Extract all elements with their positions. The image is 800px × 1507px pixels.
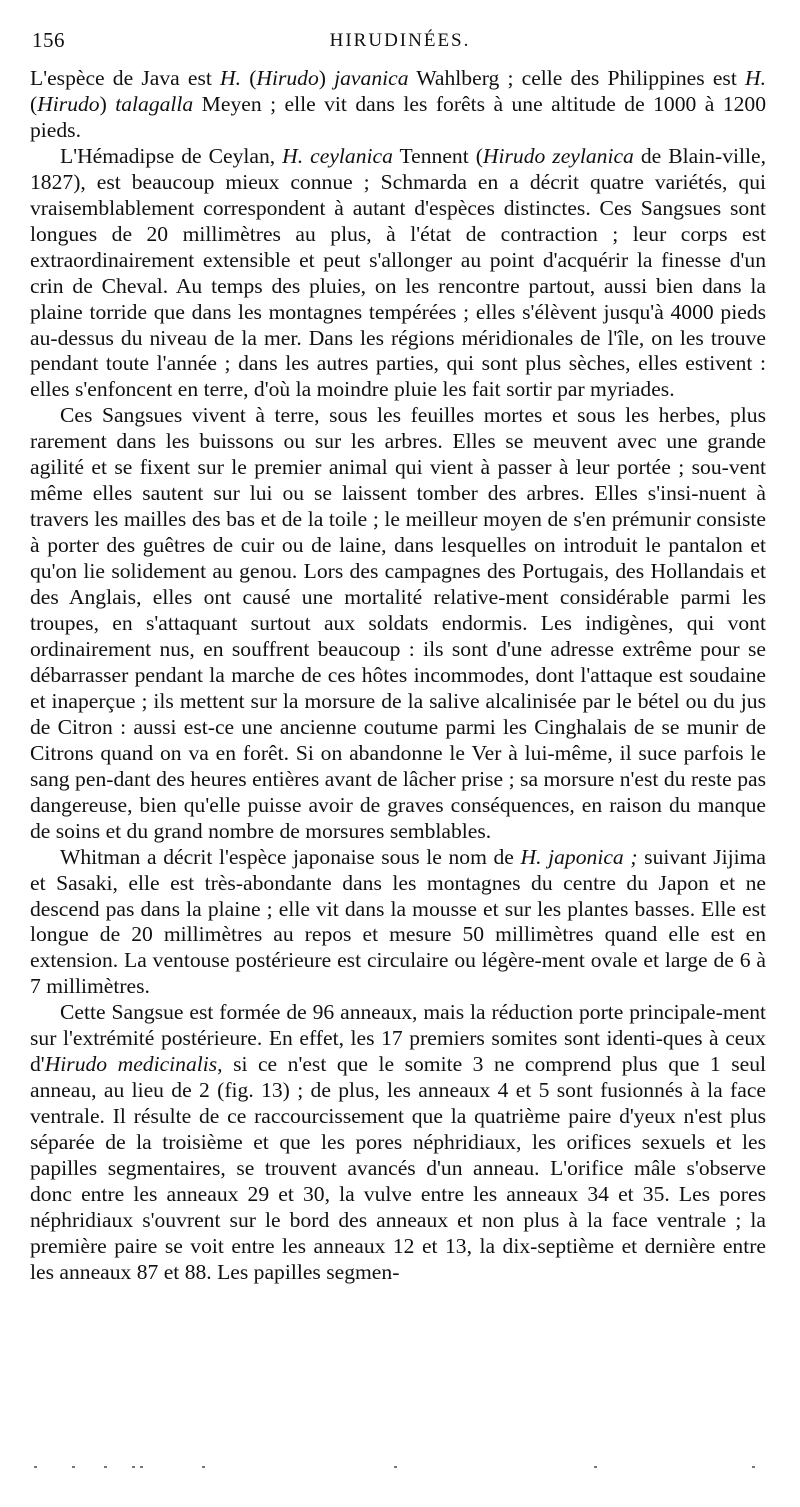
italic-term: talagalla [115, 91, 194, 116]
italic-term: H. [745, 66, 766, 90]
italic-term: H. ceylanica [282, 143, 393, 168]
scan-specks [32, 1466, 768, 1476]
italic-term: H. japonica ; [520, 844, 638, 869]
speck [104, 1466, 107, 1468]
italic-term: Hirudo zeylanica [482, 143, 634, 168]
speck [752, 1466, 755, 1468]
italic-term: Hirudo [256, 66, 319, 90]
speck [202, 1466, 205, 1468]
italic-term: Hirudo [37, 91, 100, 116]
paragraph-habits: Ces Sangsues vivent à terre, sous les feuilles mortes et sous les herbes, plus rarement dans les buissons ou sur les arbres. Elles se meuvent avec une grande agilité et se fixent sur le premier animal qui vient à passer à leur portée ; sou-vent même elles sautent sur lui ou se laissent tomber des arbres. Elles s'insi-nuent à travers les mailles des bas et de la toile ; le meilleur moyen de s'en prémunir consiste à porter des guêtres de cuir ou de laine, dans lesquelles on introduit le pantalon et qu'on lie solidement au genou. Lors des campagnes des Portugais, des Hollandais et des Anglais, elles ont causé une mortalité relative-ment considérable parmi les troupes, en s'attaquant surtout aux soldats endormis. Les indigènes, qui vont ordinairement nus, en souffrent beaucoup : ils sont d'une adresse extrême pour se débarrasser pendant la marche de ces hôtes incommodes, dont l'attaque est soudaine et inaperçue ; ils mettent sur la morsure de la salive alcalinisée par le bétel ou du jus de Citron : aussi est-ce une ancienne coutume parmi les Cinghalais de se munir de Citrons quand on va en forêt. Si on abandonne le Ver à lui-même, il suce parfois le sang pen-dant des heures entières avant de lâcher prise ; sa morsure n'est du reste pas dangereuse, bien qu'elle puisse avoir de graves conséquences, en raison du manque de soins et du grand nombre de morsures semblables. [30, 403, 767, 843]
paragraph-java-philippines: L'espèce de Java est H. (Hirudo) javanica Wahlberg ; celle des Philippines est H. (Hirudo) talagalla Meyen ; elle vit dans les forêts à une altitude de 1000 à 1200 pieds. [30, 66, 766, 142]
speck [140, 1466, 143, 1468]
italic-term: Hirudo medicinalis, [44, 1052, 223, 1077]
speck [34, 1466, 37, 1468]
body-text [30, 66, 766, 1286]
italic-term: H. [220, 66, 242, 90]
italic-term: javanica [334, 66, 409, 90]
speck [132, 1466, 135, 1468]
running-title: HIRUDINÉES. [329, 30, 471, 51]
running-head [32, 28, 768, 60]
page-number: 156 [32, 28, 65, 52]
paragraph-ceylon-hemadipse: L'Hémadipse de Ceylan, H. ceylanica Tennent (Hirudo zeylanica de Blain-ville, 1827), est beaucoup mieux connue ; Schmarda en a décrit quatre variétés, qui vraisemblablement correspondent à autant d'espèces distinctes. Ces Sangsues sont longues de 20 millimètres au plus, à l'état de contraction ; leur corps est extraordinairement extensible et peut s'allonger au point d'acquérir la finesse d'un crin de Cheval. Au temps des pluies, on les rencontre partout, aussi bien dans la plaine torride que dans les montagnes tempérées ; elles s'élèvent jusqu'à 4000 pieds au-dessus du niveau de la mer. Dans les régions méridionales de l'île, on les trouve pendant toute l'année ; dans les autres parties, qui sont plus sèches, elles estivent : elles s'enfoncent en terre, d'où la moindre pluie les fait sortir par myriades. [30, 143, 767, 402]
paragraph-anatomy: Cette Sangsue est formée de 96 anneaux, mais la réduction porte principale-ment sur l'extrémité postérieure. En effet, les 17 premiers somites sont identi-ques à ceux d'Hirudo medicinalis, si ce n'est que le somite 3 ne comprend plus que 1 seul anneau, au lieu de 2 (fig. 13) ; de plus, les anneaux 4 et 5 sont fusionnés à la face ventrale. Il résulte de ce raccourcissement que la quatrième paire d'yeux n'est plus séparée de la troisième et que les pores néphridiaux, les orifices sexuels et les papilles segmentaires, se trouvent avancés d'un anneau. L'orifice mâle s'observe donc entre les anneaux 29 et 30, la vulve entre les anneaux 34 et 35. Les pores néphridiaux s'ouvrent sur le bord des anneaux et non plus à la face ventrale ; la première paire se voit entre les anneaux 12 et 13, la dix-septième et dernière entre les anneaux 87 et 88. Les papilles segmen- [30, 1000, 767, 1284]
speck [72, 1466, 75, 1468]
speck [594, 1466, 597, 1468]
speck [394, 1466, 397, 1468]
paragraph-japonica: Whitman a décrit l'espèce japonaise sous le nom de H. japonica ; suivant Jijima et Sasaki, elle est très-abondante dans les montagnes du centre du Japon et ne descend pas dans la plaine ; elle vit dans la mousse et sur les plantes basses. Elle est longue de 20 millimètres au repos et mesure 50 millimètres quand elle est en extension. La ventouse postérieure est circulaire ou légère-ment ovale et large de 6 à 7 millimètres. [30, 844, 767, 999]
